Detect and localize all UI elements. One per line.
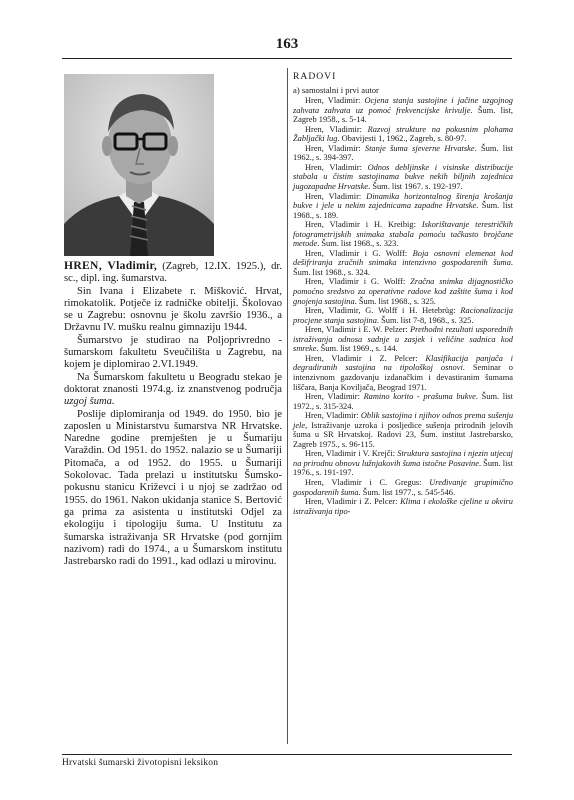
work-publication: . Šum. list 1976., s. 191-197.: [293, 458, 514, 478]
work-publication: . Šum. list 1962., s. 394-397.: [293, 143, 513, 163]
work-publication: . Šum. list 1969., s. 144.: [316, 344, 398, 354]
biography-paragraph-studies: Šumarstvo je studirao na Poljoprivredno - šumarskom fakultetu Sveučilišta u Zagrebu, na kojem je diplomirao 2.VI.1949.: [64, 334, 282, 371]
work-entry: [293, 220, 513, 249]
work-authors: Hren, Vladimir:: [305, 96, 365, 106]
doctorate-field: uzgoj šuma.: [64, 396, 115, 408]
work-title: Prethodni rezultati usporednih istraživanja odnosa sadnje u zasjek i veličine sadnica kod smreke: [293, 325, 513, 354]
birth-info: (Zagreb, 12.IX. 1925.), dr. sc., dipl. ing. šumarstva.: [64, 261, 282, 285]
work-entry: [293, 354, 513, 392]
work-publication: . Šum. list 1968., s. 189.: [293, 201, 513, 220]
work-title: Odnos debljinske i visinske distribucije stabala u čistim sastojinama bukve nekih biljnih zajednica jugozapadne Hrvatske: [293, 162, 513, 192]
work-entry: [293, 277, 513, 306]
work-entry: [293, 411, 513, 449]
work-entry: [293, 96, 513, 125]
work-authors: Hren, Vladimir i G. Wolff:: [305, 277, 411, 287]
work-title: Oblik sastojina i njihov odnos prema sušenju jele: [293, 411, 514, 430]
work-authors: Hren, Vladimir:: [305, 191, 367, 201]
footer-rule: [62, 754, 512, 755]
work-title: Racionalizacija procjene stanja sastojina: [293, 306, 513, 325]
works-subheading: a) samostalni i prvi autor: [293, 84, 379, 95]
work-authors: Hren, Vladimir i E. W. Pelzer:: [305, 325, 411, 335]
biography-intro: [64, 260, 282, 286]
work-entry: [293, 306, 513, 325]
work-authors: Hren, Vladimir, G. Wolff i H. Hetebrüg:: [305, 306, 461, 316]
work-title: Razvoj strukture na pokusnim plohama Žabljački lug: [293, 124, 514, 144]
work-title: Dinamika horizontalnog širenja krošanja bukve i jele u nekim zajednicama zapadne Hrvatske: [293, 191, 513, 211]
work-authors: Hren, Vladimir:: [305, 143, 365, 153]
work-publication: , Istraživanje uzroka i posljedice sušenja prirodnih jelovih šuma u SR Hrvatskoj. Radovi 23, Šum. institut Jastrebarsko, Zagreb 1975., s. 96-115.: [293, 420, 513, 449]
doctorate-text: Na Šumarskom fakultetu u Beogradu stekao je doktorat znanosti 1974.g. iz znanstvenog područja: [64, 371, 282, 395]
work-authors: Hren, Vladimir i C. Gregus:: [305, 477, 430, 487]
work-publication: . Obavijesti 1, 1962., Zagreb, s. 80-97.: [337, 134, 467, 144]
work-entry: [293, 163, 513, 192]
work-title: Ramino korito - prašuma bukve: [363, 392, 476, 402]
work-entry: [293, 497, 513, 516]
work-publication: . Šum. list 7-8, 1968., s. 325.: [376, 315, 474, 325]
biography-paragraph-family: Sin Ivana i Elizabete r. Mišković. Hrvat, rimokatolik. Potječe iz radničke obitelji. Školovao se u Zagrebu: osnovnu je školu završio 1936., a Državnu IV. mušku realnu gimnaziju 1944.: [64, 285, 282, 334]
work-entry: [293, 325, 513, 354]
work-entry: [293, 249, 513, 278]
work-authors: Hren, Vladimir i H. Kreibig:: [305, 220, 422, 230]
work-title: Klima i ekološke cjeline u okviru istraživanja tipo-: [293, 497, 513, 516]
work-publication: . Seminar o intenzivnom gazdovanju izdanačkim i devastiranim šumama liščara, Banja Koviljača, Beograd 1971.: [293, 363, 513, 392]
work-authors: Hren, Vladimir i Z. Pelcer:: [305, 353, 426, 363]
header-rule: [62, 58, 512, 59]
works-list: [293, 72, 513, 516]
biography-paragraph-doctorate: [64, 372, 282, 409]
work-authors: Hren, Vladimir i Z. Pelcer:: [305, 497, 401, 507]
work-title: Zračna snimka dijagnostičko pomoćno sredstvo za operativne radove kod zaštite šuma i kod gnojenja sastojina: [293, 277, 513, 306]
work-title: Boja osnovni elemenat kod dešifriranja zračnih snimaka intenzivno gospodarenih šuma: [293, 248, 513, 268]
work-authors: Hren, Vladimir:: [305, 411, 361, 421]
person-name: HREN, Vladimir,: [64, 259, 158, 272]
work-authors: Hren, Vladimir i V. Krejči:: [305, 449, 398, 459]
work-authors: Hren, Vladimir:: [305, 162, 368, 172]
work-entry: [293, 192, 513, 221]
work-entry: [293, 144, 513, 163]
work-publication: . Šum. list 1967. s. 192-197.: [368, 182, 463, 192]
work-authors: Hren, Vladimir i G. Wolff:: [305, 248, 413, 258]
work-publication: . Šum. list 1972., s. 315-324.: [293, 392, 513, 411]
works-heading: RADOVI: [293, 71, 337, 82]
footer-title: Hrvatski šumarski životopisni leksikon: [62, 758, 219, 768]
work-authors: Hren, Vladimir:: [305, 124, 368, 134]
work-publication: . Šum. list 1968., s. 325.: [354, 296, 436, 306]
work-title: Klasifikacija panjača i degradiranih sastojina na tipološkoj osnovi: [293, 353, 513, 373]
work-entry: [293, 478, 513, 497]
portrait-photo: [64, 74, 214, 256]
work-entry: [293, 125, 513, 144]
work-title: Uređivanje grupimično gospodarenih šuma: [293, 477, 513, 497]
work-publication: . Šum. list 1977., s. 545-546.: [358, 487, 456, 497]
work-publication: . Šum. list, Zagreb 1958., s. 5-14.: [293, 105, 513, 125]
biography-paragraph-career: Poslije diplomiranja od 1949. do 1950. bio je zaposlen u Ministarstvu šumarstva NR Hrvatske. Naredne godine premješten je u Šumariju Varaždin. Od 1951. do 1952. nalazio se u Šumariji Pitomača, a od 1952. do 1955. u Šumariji Sokolovac. Tada prelazi u institutsku Šumsko-pokusnu stanicu Križevci i u njoj se zadržao od 1955. do 1961. Nakon ukidanja stanice S. Bertović ga prima za asistenta u institutski Odjel za ekologiju i tipologiju šuma. U Institutu za šumarska istraživanja SR Hrvatske (pod gornjim nazivom) radi do 1974., a u Šumarskom institutu Jastrebarsko radi do 1991., kad odlazi u mirovinu.: [64, 408, 282, 568]
work-title: Iskorištavanje terestričkih fotogrametrijskih snimaka stabala pomoću tačkasto brojčane metode: [293, 220, 513, 249]
page-number: 163: [275, 36, 299, 52]
work-publication: . Šum. list 1968., s. 324.: [293, 258, 513, 277]
work-entry: [293, 449, 513, 478]
biography-text: [64, 260, 282, 568]
column-divider: [287, 68, 288, 744]
work-title: Stanje šuma sjeverne Hrvatske: [364, 143, 475, 153]
work-title: Ocjena stanja sastojine i jačine uzgojnog zahvata zahvata uz pomoć frekvencijske krivulje: [293, 96, 513, 115]
work-entry: [293, 392, 513, 411]
work-title: Struktura sastojina i njezin utjecaj na prirodnu obnovu lužnjakovih šuma istočne Posavine: [293, 449, 513, 468]
works-entries: [293, 96, 513, 516]
work-authors: Hren, Vladimir:: [305, 392, 364, 402]
work-publication: . Šum. list 1968., s. 323.: [317, 239, 399, 249]
